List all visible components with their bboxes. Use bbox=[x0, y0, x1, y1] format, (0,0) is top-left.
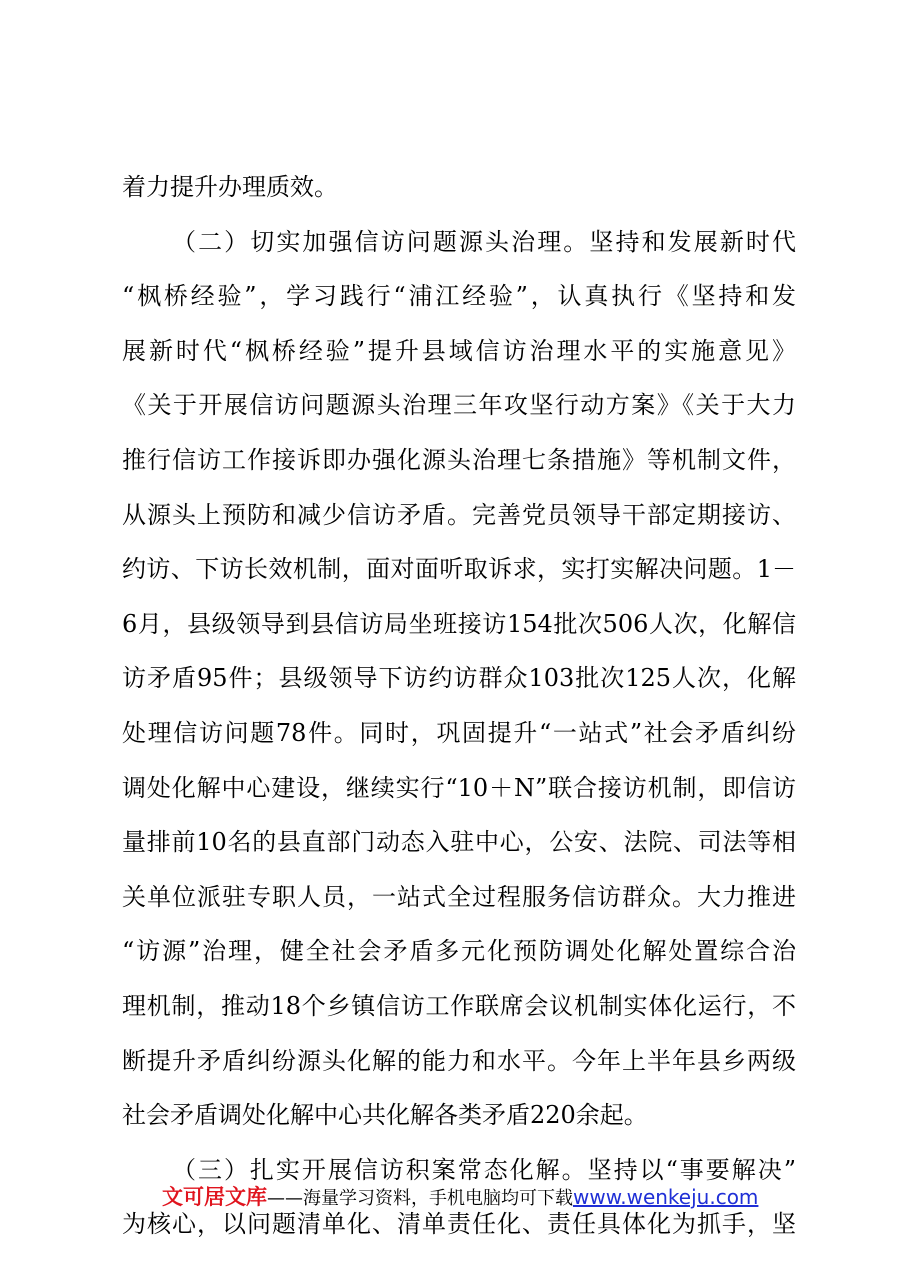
paragraph-line: （二）切实加强信访问题源头治理。坚持和发展新时代 bbox=[172, 227, 796, 256]
paragraph-line: 《关于开展信访问题源头治理三年攻坚行动方案》《关于大力 bbox=[122, 391, 796, 420]
paragraph-line: 处理信访问题78件。同时，巩固提升“一站式”社会矛盾纠纷 bbox=[122, 718, 796, 747]
paragraph-line: 理机制，推动18个乡镇信访工作联席会议机制实体化运行，不 bbox=[122, 991, 796, 1020]
paragraph-line: 从源头上预防和减少信访矛盾。完善党员领导干部定期接访、 bbox=[122, 500, 796, 529]
paragraph-line: 调处化解中心建设，继续实行“10＋N”联合接访机制，即信访 bbox=[122, 773, 796, 802]
paragraph-line: 推行信访工作接诉即办强化源头治理七条措施》等机制文件， bbox=[122, 445, 796, 474]
paragraph-line: “访源”治理，健全社会矛盾多元化预防调处化解处置综合治 bbox=[122, 937, 796, 966]
footer-site-link[interactable]: www.wenkeju.com bbox=[573, 1185, 759, 1209]
paragraph-line: “枫桥经验”，学习践行“浦江经验”，认真执行《坚持和发 bbox=[122, 282, 796, 311]
paragraph-line: 约访、下访长效机制，面对面听取诉求，实打实解决问题。1－ bbox=[122, 555, 796, 584]
paragraph-line: 着力提升办理质效。 bbox=[122, 173, 338, 201]
footer-slogan: ——海量学习资料，手机电脑均可下载 bbox=[267, 1188, 573, 1209]
paragraph-line: 关单位派驻专职人员，一站式全过程服务信访群众。大力推进 bbox=[122, 882, 796, 911]
paragraph-line: 为核心，以问题清单化、清单责任化、责任具体化为抓手，坚 bbox=[122, 1210, 796, 1239]
footer-banner bbox=[162, 1180, 758, 1214]
paragraph-line: 6月，县级领导到县信访局坐班接访154批次506人次，化解信 bbox=[122, 609, 796, 638]
paragraph-line: （三）扎实开展信访积案常态化解。坚持以“事要解决” bbox=[172, 1155, 796, 1184]
paragraph-line: 展新时代“枫桥经验”提升县域信访治理水平的实施意见》 bbox=[122, 336, 796, 365]
paragraph-line: 社会矛盾调处化解中心共化解各类矛盾220余起。 bbox=[122, 1101, 648, 1130]
footer-brand: 文可居文库 bbox=[162, 1185, 267, 1209]
document-body bbox=[122, 160, 796, 1252]
paragraph-line: 断提升矛盾纠纷源头化解的能力和水平。今年上半年县乡两级 bbox=[122, 1046, 796, 1075]
paragraph-line: 量排前10名的县直部门动态入驻中心，公安、法院、司法等相 bbox=[122, 828, 796, 857]
paragraph-line: 访矛盾95件；县级领导下访约访群众103批次125人次，化解 bbox=[122, 664, 796, 693]
